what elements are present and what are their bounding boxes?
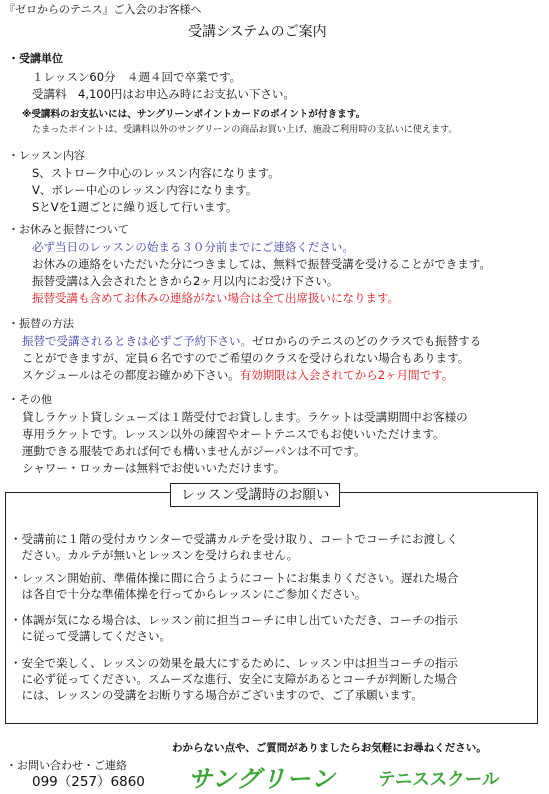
unit-line-2: 受講料 4,100円はお申込み時にお支払い下さい。 — [32, 87, 295, 101]
request-item-2-line-2: は各自で十分な準備体操を行ってからレッスンにご参加ください。 — [10, 587, 367, 601]
other-line-2: 専用ラケットです。レッスン以外の練習やオートテニスでもお使いいただけます。 — [22, 427, 445, 441]
other-line-4: シャワー・ロッカーは無料でお使いいただけます。 — [22, 461, 286, 475]
transfer-line-2: ことができますが、定員６名ですのでご希望のクラスを受けられない場合もあります。 — [22, 351, 470, 365]
other-line-1: 貸しラケット貸しシューズは１階受付でお貸しします。ラケットは受講期間中お客様の — [22, 410, 468, 424]
transfer-line-1-rest: ゼロからのテニスのどのクラスでも振替する — [252, 334, 482, 348]
content-line-3: SとVを1週ごとに繰り返して行います。 — [32, 200, 238, 214]
unit-note-2: たまったポイントは、受講料以外のサングリーンの商品お買い上げ、施設ご利用時の支払いに使えます。 — [32, 125, 458, 135]
request-item-3-line-2: に従って受講してください。 — [10, 629, 171, 643]
transfer-heading: ・振替の方法 — [8, 317, 74, 330]
content-line-1: S、ストローク中心のレッスン内容になります。 — [32, 166, 280, 180]
request-item-2-line-1: ・レッスン開始前、準備体操に間に合うようにコートにお集まりください。遅れた場合 — [10, 571, 459, 585]
contact-phone: 099（257）6860 — [32, 774, 145, 790]
request-item-4-line-2: に必ず従ってください。スムーズな進行、安全に支障があるとコーチが判断した場合 — [10, 672, 458, 686]
transfer-line-1-emphasis: 振替で受講されるときは必ずご予約下さい。 — [22, 334, 252, 348]
unit-note-1: ※受講料のお支払いには、サングリーンポイントカードのポイントが付きます。 — [22, 109, 366, 120]
transfer-line-3-text: スケジュールはその都度お確かめ下さい。 — [22, 368, 240, 382]
footer-question: わからない点や、ご質問がありましたらお気軽にお尋ねください。 — [172, 742, 487, 754]
requests-title: レッスン受講時のお願い — [170, 483, 340, 507]
brand-logo-subtitle: テニススクール — [378, 770, 500, 790]
content-line-2: V、ボレー中心のレッスン内容になります。 — [32, 183, 258, 197]
unit-line-1: １レッスン60分 ４週４回で卒業です。 — [32, 70, 242, 84]
absence-line-2: お休みの連絡をいただいた分につきましては、無料で振替受講を受けることができます。 — [32, 257, 491, 271]
header-subtitle: 『ゼロからのテニス』ご入会のお客様へ — [4, 3, 202, 16]
unit-heading: ・受講単位 — [8, 52, 63, 65]
absence-line-4: 振替受講も含めてお休みの連絡がない場合は全て出席扱いになります。 — [32, 291, 400, 305]
absence-line-1: 必ず当日のレッスンの始まる３０分前までにご連絡ください。 — [32, 240, 354, 254]
request-item-3-line-1: ・体調が気になる場合は、レッスン前に担当コーチに申し出ていただき、コーチの指示 — [10, 613, 458, 627]
request-item-1-line-2: ださい。カルテが無いとレッスンを受けられません。 — [10, 548, 299, 562]
transfer-line-3 — [22, 368, 453, 382]
other-line-3: 運動できる服装であれば何でも構いませんがジーパンは不可です。 — [22, 444, 366, 458]
transfer-line-1 — [22, 334, 481, 348]
request-item-4-line-3: には、レッスンの受講をお断りする場合がございますので、ご了承願います。 — [10, 688, 423, 702]
contact-label: ・お問い合わせ・ご連絡 — [6, 759, 127, 772]
brand-logo: サングリーン — [188, 765, 336, 793]
absence-line-3: 振替受講は入会されたときから2ヶ月以内にお受け下さい。 — [32, 274, 339, 288]
other-heading: ・その他 — [8, 393, 52, 406]
transfer-line-3-expiry: 有効期限は入会されてから2ヶ月間です。 — [239, 368, 454, 382]
content-heading: ・レッスン内容 — [8, 149, 85, 162]
request-item-4-line-1: ・安全で楽しく、レッスンの効果を最大にするために、レッスン中は担当コーチの指示 — [10, 656, 459, 670]
absence-heading: ・お休みと振替について — [8, 223, 129, 236]
page-title: 受講システムのご案内 — [188, 24, 327, 40]
request-item-1-line-1: ・受講前に１階の受付カウンターで受講カルテを受け取り、コートでコーチにお渡しく — [10, 532, 459, 546]
